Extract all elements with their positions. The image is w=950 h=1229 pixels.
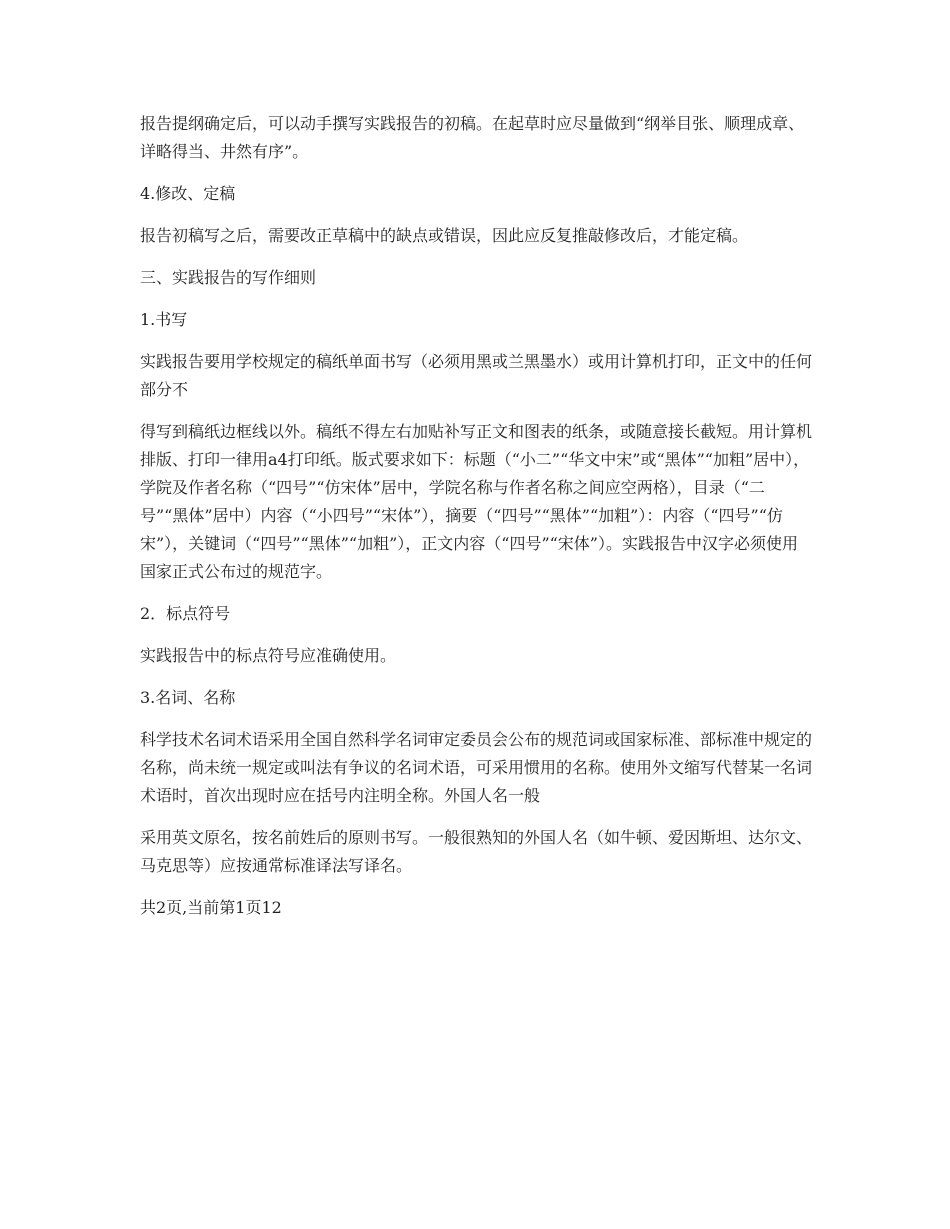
chapter-heading-writing-rules: 三、实践报告的写作细则 [140, 268, 317, 287]
section-heading-writing: 1.书写 [140, 310, 188, 329]
writing-paragraph-1: 实践报告要用学校规定的稿纸单面书写（必须用黑或兰黑墨水）或用计算机打印，正文中的任何部分不 [140, 352, 813, 399]
terms-paragraph-2: 采用英文原名，按名前姓后的原则书写。一般很熟知的外国人名（如牛顿、爱因斯坦、达尔文、马克思等）应按通常标准译法写译名。 [140, 828, 813, 875]
document-page [140, 110, 812, 936]
terms-paragraph-1: 科学技术名词术语采用全国自然科学名词审定委员会公布的规范词或国家标准、部标准中规定的名称，尚未统一规定或叫法有争议的名词术语，可采用惯用的名称。使用外文缩写代替某一名词术语时，首次出现时应在括号内注明全称。外国人名一般 [140, 730, 813, 805]
section-heading-terms: 3.名词、名称 [140, 688, 236, 707]
page-indicator: 共2页,当前第1页12 [140, 898, 282, 917]
punctuation-paragraph: 实践报告中的标点符号应准确使用。 [140, 646, 397, 665]
writing-paragraph-2: 得写到稿纸边框线以外。稿纸不得左右加贴补写正文和图表的纸条，或随意接长截短。用计算机排版、打印一律用a4打印纸。版式要求如下：标题（“小二”“华文中宋”或“黑体”“加粗”居中），学院及作者名称（“四号”“仿宋体”居中，学院名称与作者名称之间应空两格），目录（“二号”“黑体”居中）内容（“小四号”“宋体”），摘要（“四号”“黑体”“加粗”）：内容（“四号”“仿宋”），关键词（“四号”“黑体”“加粗”），正文内容（“四号”“宋体”）。实践报告中汉字必须使用国家正式公布过的规范字。 [140, 422, 813, 581]
section-heading-punctuation: 2．标点符号 [140, 604, 231, 623]
intro-paragraph: 报告提纲确定后，可以动手撰写实践报告的初稿。在起草时应尽量做到“纲举目张、顺理成章、详略得当、井然有序”。 [140, 114, 805, 161]
section-heading-revise: 4.修改、定稿 [140, 184, 236, 203]
revise-paragraph: 报告初稿写之后，需要改正草稿中的缺点或错误，因此应反复推敲修改后，才能定稿。 [140, 226, 749, 245]
